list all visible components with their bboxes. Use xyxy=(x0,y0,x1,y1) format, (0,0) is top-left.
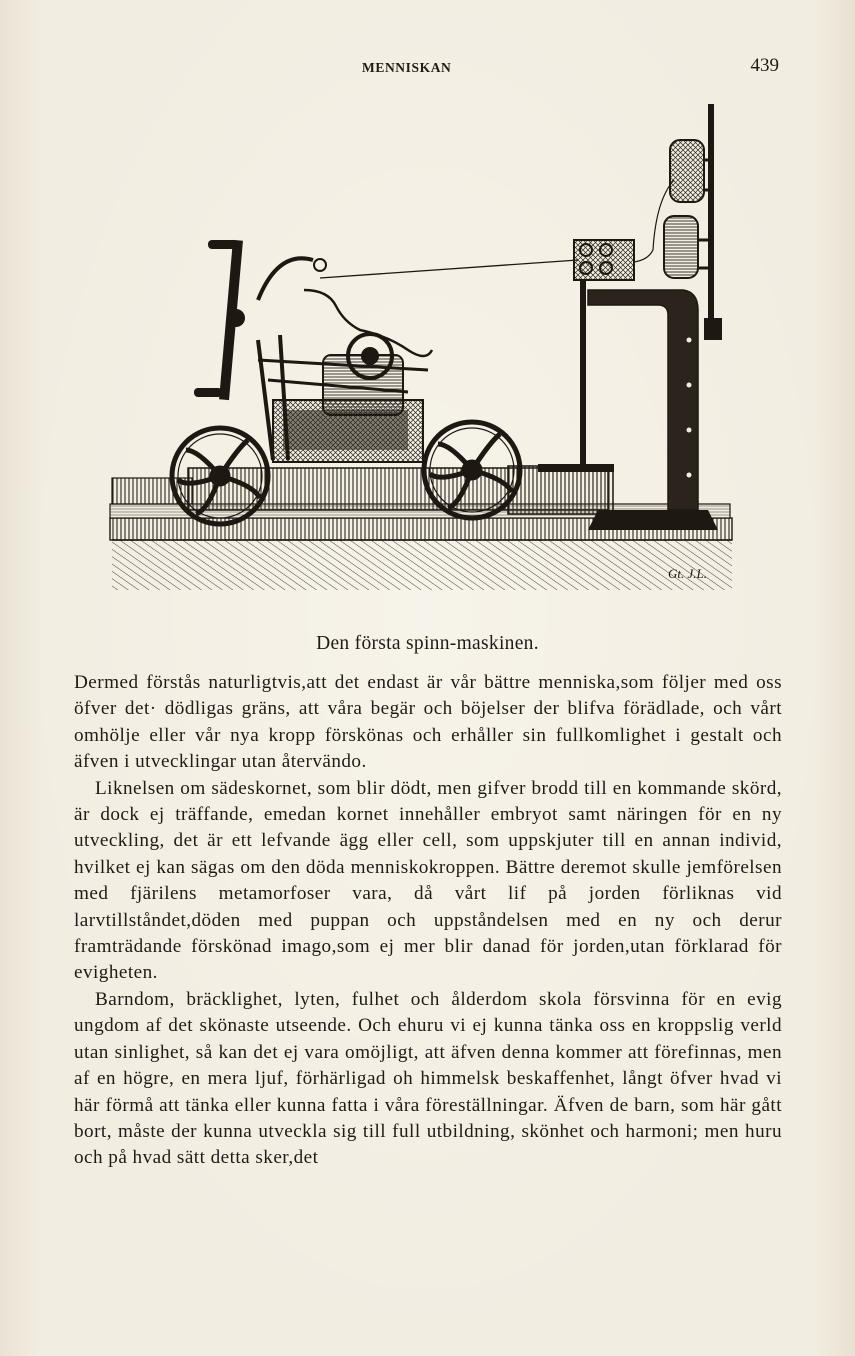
running-head-title: MENNISKAN xyxy=(362,60,452,75)
running-head xyxy=(0,55,855,82)
paragraph: Liknelsen om sädeskornet, som blir dödt, men gifver brodd till en kommande skörd, är dock ej träffande, emedan kornet innehåller embryot samt näringen för en ny utveckling, det är ett lefvande ägg eller cell, som uppskjuter till en annan individ, hvilket ej kan sägas om den döda menniskokroppen. Bättre deremot skulle jemförelsen med fjärilens metamorfoser vara, då vårt lif på jorden förliknas vid larvtillståndet,döden med puppan och uppståndelsen med en ny och derur framträdande förskönad imago,som ej mer blir danad för jorden,utan förklarad för evigheten. xyxy=(74,777,782,984)
body-text xyxy=(74,670,782,1172)
figure-caption: Den första spinn-maskinen. xyxy=(316,633,539,654)
paragraph: Barndom, bräcklighet, lyten, fulhet och ålderdom skola försvinna för en evig ungdom af det skönaste utseende. Och ehuru vi ej kunna tänka oss en kroppslig verld utan sinlighet, så kan det ej vara omöjligt, att äfven denna kommer att förefinnas, men af en högre, en mera ljuf, förhärligad oh himmelsk beskaffenhet, långt öfver hvad vi här förmå att tänka eller kunna fatta i våra föreställningar. Äfven de barn, som här gått bort, måste der kunna utveckla sig till full utbildning, skönhet och harmoni; men huru och på hvad sätt detta sker,det xyxy=(74,988,782,1169)
page-number: 439 xyxy=(750,55,779,76)
engraver-signature: Gt. J.L. xyxy=(668,566,707,581)
spinning-machine-engraving-icon xyxy=(108,100,734,595)
paragraph: Dermed förstås naturligtvis,att det endast är vår bättre menniska,som följer med oss öfver det· dödligas gräns, att våra begär och böjelser der blifva förädlade, och vårt omhölje eller vår nya kropp förskönas och erhåller sin fullkomlighet i gestalt och äfven i utvecklingar utan återvändo. xyxy=(74,672,782,773)
spinning-machine-illustration xyxy=(108,100,734,595)
